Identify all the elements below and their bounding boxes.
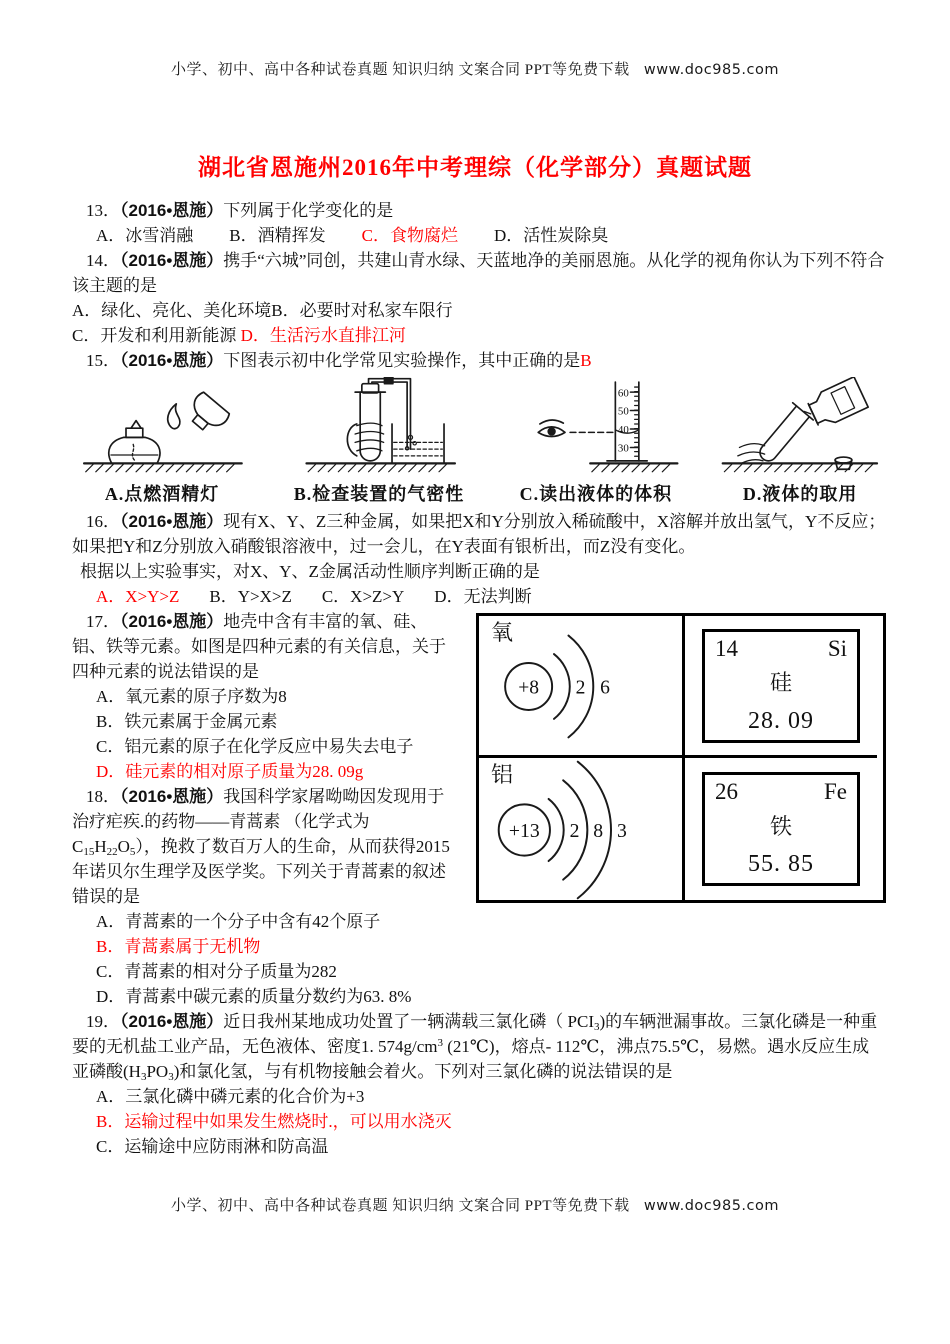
graduated-cylinder-illustration: [508, 377, 684, 481]
unit-superscript: 3: [437, 1037, 443, 1049]
formula-subscript: 15: [83, 846, 95, 858]
exam-body: [0, 198, 950, 1159]
silicon-atomic-number: 14: [715, 635, 738, 661]
oxygen-nucleus-charge: +8: [518, 677, 540, 699]
oxygen-atom-cell: [479, 616, 685, 758]
q18-option-d: D．青蒿素中碳元素的质量分数约为63. 8%: [96, 987, 412, 1006]
iron-symbol: Fe: [824, 779, 847, 804]
question-19-text-3: (21℃)，熔点- 112℃，沸点75.5℃，易燃。遇水反应生成亚磷酸(H: [72, 1037, 870, 1081]
question-17-tag: （2016•恩施）: [120, 612, 224, 631]
question-14-text: 携手“六城”同创，共建山青水绿、天蓝地净的美丽恩施。从化学的视角你认为下列不符合该主题的是: [72, 251, 885, 295]
q18-option-c: C．青蒿素的相对分子质量为282: [96, 962, 337, 981]
q18-option-a: A．青蒿素的一个分子中含有42个原子: [96, 912, 381, 931]
header-site-link[interactable]: www.doc985.com: [643, 62, 780, 78]
question-13-text: 下列属于化学变化的是: [223, 201, 394, 220]
silicon-symbol: Si: [827, 635, 847, 661]
question-18-text-1: 我国科学家屠呦呦因发现用于治疗疟疾.的药物——青蒿素 （化学式为C: [72, 787, 445, 856]
formula-subscript: 3: [594, 1021, 600, 1033]
question-18-text-4: ），挽救了数百万人的生命，从而获得2015年诺贝尔生理学及医学奖。下列关于青蒿素的叙述错误的是: [72, 837, 450, 906]
eye-icon: [538, 420, 565, 437]
q16-option-c: C．X>Z>Y: [321, 587, 405, 606]
footer-site-link[interactable]: www.doc985.com: [643, 1198, 780, 1214]
alcohol-lamp-illustration: [74, 377, 250, 481]
page-title: 湖北省恩施州2016年中考理综（化学部分）真题试题: [198, 155, 752, 180]
figure-b-air-tightness-check: [283, 377, 476, 507]
silicon-name: 硅: [769, 670, 792, 695]
q14-option-b: B．必要时对私家车限行: [271, 301, 453, 320]
question-16-options: [96, 584, 886, 609]
q17-q18-block: [72, 609, 886, 1009]
figure-a-caption: A.点燃酒精灯: [104, 484, 220, 504]
q14-option-a: A．绿化、亮化、美化环境: [72, 301, 272, 320]
aluminum-name-label: 铝: [491, 762, 514, 787]
formula-subscript: 3: [168, 1071, 174, 1083]
question-14-stem: [72, 248, 886, 298]
q17-option-c: C．铝元素的原子在化学反应中易失去电子: [96, 737, 414, 756]
question-18-text-3: O: [117, 837, 130, 856]
question-18-text-2: H: [94, 837, 107, 856]
oxygen-shell-2: 6: [600, 677, 610, 699]
question-15-number: 15．: [86, 351, 120, 370]
q19-option-c: C．运输途中应防雨淋和防高温: [96, 1137, 329, 1156]
question-13-options: [96, 223, 886, 248]
element-info-table: [476, 613, 886, 903]
question-13-number: 13．: [86, 201, 120, 220]
question-19-text-2: )的车辆泄漏事故。三氯化磷是一种重要的无机盐工业产品，无色液体、密度1. 574g/cm: [72, 1012, 878, 1056]
question-19-text-5: )和氯化氢，与有机物接触会着火。下列对三氯化磷的说法错误的是: [173, 1062, 673, 1081]
iron-name: 铁: [769, 813, 792, 839]
question-15-text: 下图表示初中化学常见实验操作，其中正确的是: [223, 351, 581, 370]
question-18-number: 18．: [86, 787, 120, 806]
question-17-number: 17．: [86, 612, 120, 631]
question-14-options-ab: [72, 298, 886, 323]
question-16-tag: （2016•恩施）: [120, 512, 224, 531]
formula-subscript: 5: [129, 846, 136, 858]
silicon-element-cell: [685, 616, 877, 758]
aluminum-shell-3: 3: [616, 819, 627, 842]
q17-option-b: B．铁元素属于金属元素: [96, 712, 278, 731]
formula-subscript: 22: [106, 846, 118, 858]
aluminum-nucleus-charge: +13: [508, 819, 540, 842]
question-16-stem2: 根据以上实验事实，对X、Y、Z金属活动性顺序判断正确的是: [80, 562, 540, 581]
air-tightness-illustration: [283, 377, 476, 481]
question-18-tag: （2016•恩施）: [120, 787, 224, 806]
q16-option-a-answer: A．X>Y>Z: [96, 587, 180, 606]
q13-option-c-answer: C．食物腐烂: [361, 226, 458, 245]
question-14-tag: （2016•恩施）: [120, 251, 224, 270]
aluminum-shell-2: 8: [593, 819, 604, 842]
tick-50: 50: [617, 405, 629, 418]
q13-option-a: A．冰雪消融: [96, 226, 194, 245]
iron-element-cell: [685, 758, 877, 900]
question-16-stem: [72, 509, 886, 559]
figure-c-caption: C.读出液体的体积: [519, 484, 673, 504]
iron-atomic-mass: 55. 85: [748, 851, 814, 877]
question-19-text-1: 近日我州某地成功处置了一辆满载三氯化磷（ PCI: [223, 1012, 594, 1031]
q15-figure-row: [74, 377, 884, 507]
pouring-liquid-illustration: [716, 377, 884, 481]
q16-option-b: B．Y>X>Z: [209, 587, 292, 606]
q18-option-b-answer: B．青蒿素属于无机物: [96, 937, 261, 956]
oxygen-name-label: 氧: [491, 620, 514, 645]
question-13-tag: （2016•恩施）: [120, 201, 224, 220]
figure-b-caption: B.检查装置的气密性: [293, 484, 465, 504]
oxygen-shell-1: 2: [575, 677, 586, 699]
figure-d-pouring-liquid: [716, 377, 884, 507]
page-footer: [0, 1194, 950, 1215]
q17-option-d-answer: D．硅元素的相对原子质量为28. 09g: [96, 762, 364, 781]
aluminum-shell-1: 2: [569, 819, 580, 842]
q14-option-d-answer: D．生活污水直排江河: [240, 326, 406, 345]
question-19-text-4: PO: [146, 1062, 169, 1081]
tick-40: 40: [617, 424, 629, 437]
figure-a-lighting-alcohol-lamp: [74, 377, 250, 507]
iron-element-box: [702, 772, 860, 886]
q17-option-a: A．氧元素的原子序数为8: [96, 687, 287, 706]
question-19-tag: （2016•恩施）: [120, 1012, 224, 1031]
tick-30: 30: [617, 442, 629, 455]
bottle-stopper: [835, 457, 852, 469]
figure-c-reading-liquid-volume: [508, 377, 684, 507]
question-15-stem: [72, 348, 886, 373]
footer-text: 小学、初中、高中各种试卷真题 知识归纳 文案合同 PPT等免费下载: [170, 1198, 630, 1214]
question-16-number: 16．: [86, 512, 120, 531]
silicon-element-box: [702, 629, 860, 743]
tick-60: 60: [617, 387, 629, 400]
question-14-number: 14．: [86, 251, 120, 270]
q19-option-b-answer: B．运输过程中如果发生燃烧时.，可以用水浇灭: [96, 1112, 452, 1131]
question-13-stem: [72, 198, 886, 223]
q13-option-d: D．活性炭除臭: [493, 226, 609, 245]
question-15-tag: （2016•恩施）: [120, 351, 224, 370]
q15-answer-letter: B: [580, 351, 592, 370]
q19-option-a: A．三氯化磷中磷元素的化合价为+3: [96, 1087, 365, 1106]
iron-atomic-number: 26: [715, 779, 738, 804]
formula-subscript: 3: [140, 1071, 147, 1083]
aluminum-atom-cell: [479, 758, 685, 900]
question-14-options-cd: [72, 323, 886, 348]
q14-option-c: C．开发和利用新能源: [72, 326, 241, 345]
q16-option-d: D．无法判断: [434, 587, 532, 606]
question-17-text: 地壳中含有丰富的氧、硅、铝、铁等元素。如图是四种元素的有关信息，关于四种元素的说法错误的是: [72, 612, 446, 681]
question-19-stem: [72, 1009, 886, 1084]
figure-d-caption: D.液体的取用: [742, 484, 858, 504]
page-header: [0, 0, 950, 79]
question-16-text: 现有X、Y、Z三种金属，如果把X和Y分别放入稀硫酸中，X溶解并放出氢气，Y不反应； 如果把Y和Z分别放入硝酸银溶液中，过一会儿，在Y表面有银析出，而Z没有变化。: [72, 512, 886, 556]
header-text: 小学、初中、高中各种试卷真题 知识归纳 文案合同 PPT等免费下载: [170, 62, 630, 78]
q13-option-b: B．酒精挥发: [229, 226, 326, 245]
question-19-number: 19．: [86, 1012, 120, 1031]
silicon-atomic-mass: 28. 09: [748, 707, 814, 734]
